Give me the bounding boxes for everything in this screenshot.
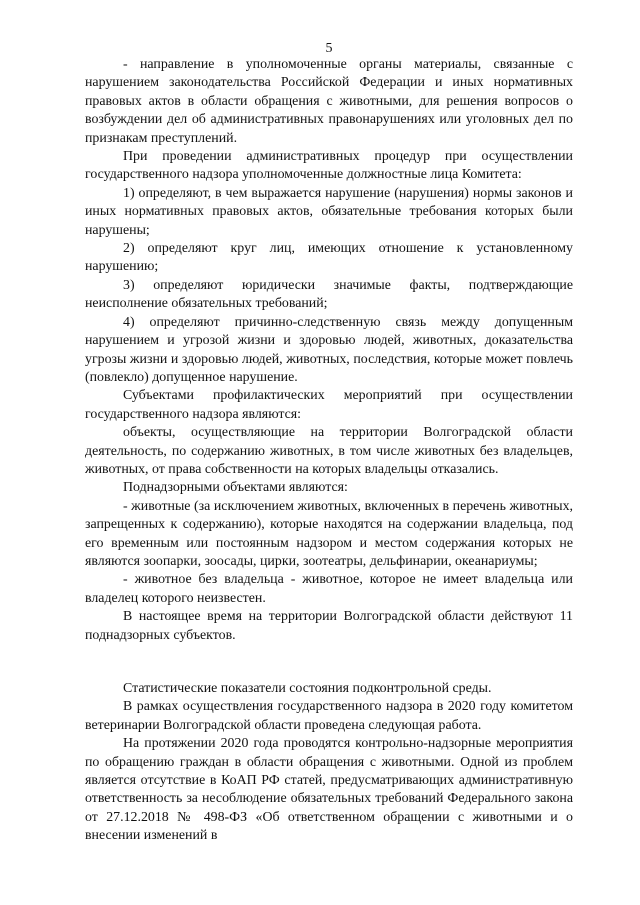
paragraph: - направление в уполномоченные органы материалы, связанные с нарушением законодательства Российской Федерации и иных нормативных правовых актов в области обращения с животными, для решения вопросов о возбуждении дел об административных правонарушениях или уголовных дел по признакам преступлений. — [85, 57, 573, 146]
paragraph: В рамках осуществления государственного надзора в 2020 году комитетом ветеринарии Волгоградской области проведена следующая работа. — [85, 699, 573, 733]
paragraph: 1) определяют, в чем выражается нарушение (нарушения) нормы законов и иных нормативных правовых актов, обязательные требования которых были нарушены; — [85, 185, 573, 238]
document-body — [85, 56, 573, 846]
paragraph: При проведении административных процедур при осуществлении государственного надзора уполномоченные должностные лица Комитета: — [85, 149, 573, 183]
paragraph: Поднадзорными объектами являются: — [123, 480, 348, 496]
section-gap — [85, 645, 573, 680]
section-heading: Статистические показатели состояния подконтрольной среды. — [123, 681, 492, 696]
paragraph: 3) определяют юридически значимые факты, подтверждающие неисполнение обязательных требований; — [85, 277, 573, 312]
paragraph: 4) определяют причинно-следственную связь между допущенным нарушением и угрозой жизни и здоровью людей, животных, доказательства угрозы жизни и здоровью людей, животных, последствия, которые может повлечь (повлекло) допущенное нарушение. — [85, 314, 573, 385]
paragraph: - животные (за исключением животных, включенных в перечень животных, запрещенных к содержанию), которые находятся на содержании владельца, под его временным или постоянным надзором и местом содержания которых не являются зоопарки, зоосады, цирки, зоотеатры, дельфинарии, океанариумы; — [85, 498, 573, 569]
paragraph: Субъектами профилактических мероприятий при осуществлении государственного надзора являются: — [85, 388, 573, 422]
page-number: 5 — [325, 41, 333, 56]
paragraph: объекты, осуществляющие на территории Волгоградской области деятельность, по содержанию животных, в том числе животных без владельцев, животных, от права собственности на которых владельцы отказались. — [85, 425, 573, 477]
paragraph: - животное без владельца - животное, которое не имеет владельца или владелец которого неизвестен. — [85, 572, 573, 606]
paragraph: 2) определяют круг лиц, имеющих отношение к установленному нарушению; — [85, 241, 573, 275]
paragraph: На протяжении 2020 года проводятся контрольно-надзорные мероприятия по обращению граждан в области обращения с животными. Одной из проблем является отсутствие в КоАП РФ статей, предусматривающих административную ответственность за несоблюдение обязательных требований Федерального закона от 27.12.2018 № 498-ФЗ «Об ответственном обращении с животными и о внесении изменений в — [85, 736, 573, 844]
paragraph: В настоящее время на территории Волгоградской области действуют 11 поднадзорных субъектов. — [85, 609, 573, 643]
